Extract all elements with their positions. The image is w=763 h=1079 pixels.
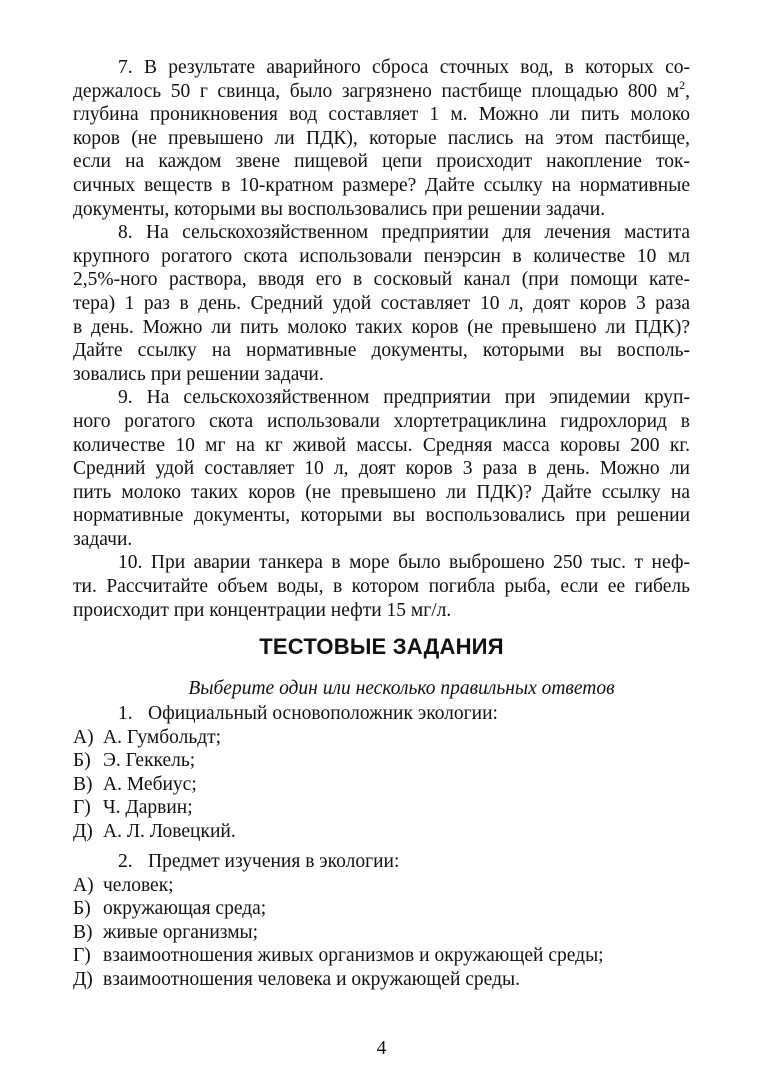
text-line: ти. Рассчитайте объем воды, в котором погибла рыба, если ее гибель: [73, 576, 690, 598]
answer-option: [73, 796, 690, 820]
option-text: живые организмы;: [103, 921, 259, 943]
text-line: крупного рогатого скота использовали пенэрсин в количестве 10 мл: [73, 245, 690, 267]
option-text: человек;: [103, 874, 174, 896]
option-letter: А): [73, 874, 94, 896]
text-line: нормативные документы, которыми вы воспользовались при решении: [73, 505, 690, 527]
answer-option: [73, 773, 690, 797]
text-line: 9. На сельскохозяйственном предприятии при эпидемии круп-: [118, 387, 690, 409]
text-line: Средний удой составляет 10 л, доят коров 3 раза в день. Можно ли: [73, 458, 690, 480]
option-letter: В): [73, 773, 93, 795]
question-label: Предмет изучения в экологии:: [148, 851, 400, 872]
text-line: документы, которыми вы воспользовались при решении задачи.: [73, 198, 606, 220]
answer-option: [73, 874, 690, 898]
option-letter: А): [73, 726, 94, 748]
question-text: [73, 850, 690, 874]
text-line: глубина проникновения вод составляет 1 м. Можно ли пить молоко: [73, 104, 690, 126]
option-letter: Д): [73, 968, 93, 990]
answer-option: [73, 968, 690, 992]
answer-option: [73, 921, 690, 945]
text-segment: держалось 50 г свинца, было загрязнено пастбище площадью 800 м: [73, 80, 680, 102]
option-letter: Б): [73, 898, 91, 920]
task-list: [73, 56, 690, 622]
task-paragraph-8: [73, 221, 690, 386]
option-text: взаимоотношения живых организмов и окружающей среды;: [103, 945, 604, 967]
answer-option: [73, 897, 690, 921]
text-line: если на каждом звене пищевой цепи происходит накопление ток-: [73, 151, 690, 173]
text-line: Дайте ссылку на нормативные документы, которыми вы восполь-: [73, 340, 690, 362]
option-letter: Б): [73, 750, 91, 772]
option-letter: Г): [73, 945, 91, 967]
text-line: 8. На сельскохозяйственном предприятии для лечения мастита: [118, 222, 690, 244]
task-paragraph-10: [73, 551, 690, 622]
option-letter: Г): [73, 797, 91, 819]
text-line: 7. В результате аварийного сброса сточных вод, в которых со-: [118, 57, 690, 78]
option-letter: В): [73, 921, 93, 943]
text-line: 10. При аварии танкера в море было выброшено 250 тыс. т неф-: [118, 552, 690, 574]
question-label: Официальный основоположник экологии:: [148, 703, 498, 724]
option-letter: Д): [73, 820, 93, 842]
text-line: количестве 10 мг на кг живой массы. Средняя масса коровы 200 кг.: [73, 434, 690, 456]
text-line: происходит при концентрации нефти 15 мг/л.: [73, 599, 452, 621]
option-text: Ч. Дарвин;: [103, 797, 193, 819]
text-line: в день. Можно ли пить молоко таких коров (не превышено ли ПДК)?: [73, 316, 690, 338]
section-heading: ТЕСТОВЫЕ ЗАДАНИЯ: [259, 634, 504, 659]
text-line: 2,5%-ного раствора, вводя его в сосковый канал (при помощи кате-: [73, 269, 690, 291]
text-line: задачи.: [73, 528, 133, 550]
option-text: взаимоотношения человека и окружающей среды.: [103, 968, 520, 990]
text-line: сичных веществ в 10-кратном размере? Дайте ссылку на нормативные: [73, 174, 690, 196]
answer-option: [73, 749, 690, 773]
task-paragraph-7: [73, 56, 690, 221]
option-text: А. Л. Ловецкий.: [103, 820, 236, 842]
option-text: окружающая среда;: [103, 898, 267, 920]
answer-option: [73, 820, 690, 844]
text-line: тера) 1 раз в день. Средний удой составляет 10 л, доят коров 3 раза: [73, 292, 690, 314]
superscript: 2: [679, 77, 686, 92]
test-question-2: [73, 850, 690, 992]
text-line: [73, 77, 690, 104]
task-paragraph-9: [73, 386, 690, 551]
instructions: Выберите один или несколько правильных ответов: [188, 678, 615, 699]
text-line: пить молоко таких коров (не превышено ли ПДК)? Дайте ссылку на: [73, 481, 690, 503]
text-line: коров (не превышено ли ПДК), которые паслись на этом пастбище,: [73, 127, 690, 149]
option-text: А. Гумбольдт;: [103, 726, 222, 748]
option-text: А. Мебиус;: [103, 773, 197, 795]
answer-option: [73, 944, 690, 968]
text-line: зовались при решении задачи.: [73, 363, 324, 385]
test-question-1: [73, 702, 690, 844]
option-text: Э. Геккель;: [103, 750, 196, 772]
question-number: 2.: [118, 851, 133, 872]
text-segment: ,: [685, 80, 690, 102]
question-text: [73, 702, 690, 726]
text-line: ного рогатого скота использовали хлортетрациклина гидрохлорид в: [73, 410, 690, 432]
question-number: 1.: [118, 703, 133, 724]
answer-option: [73, 726, 690, 750]
page-number: 4: [376, 1038, 387, 1059]
